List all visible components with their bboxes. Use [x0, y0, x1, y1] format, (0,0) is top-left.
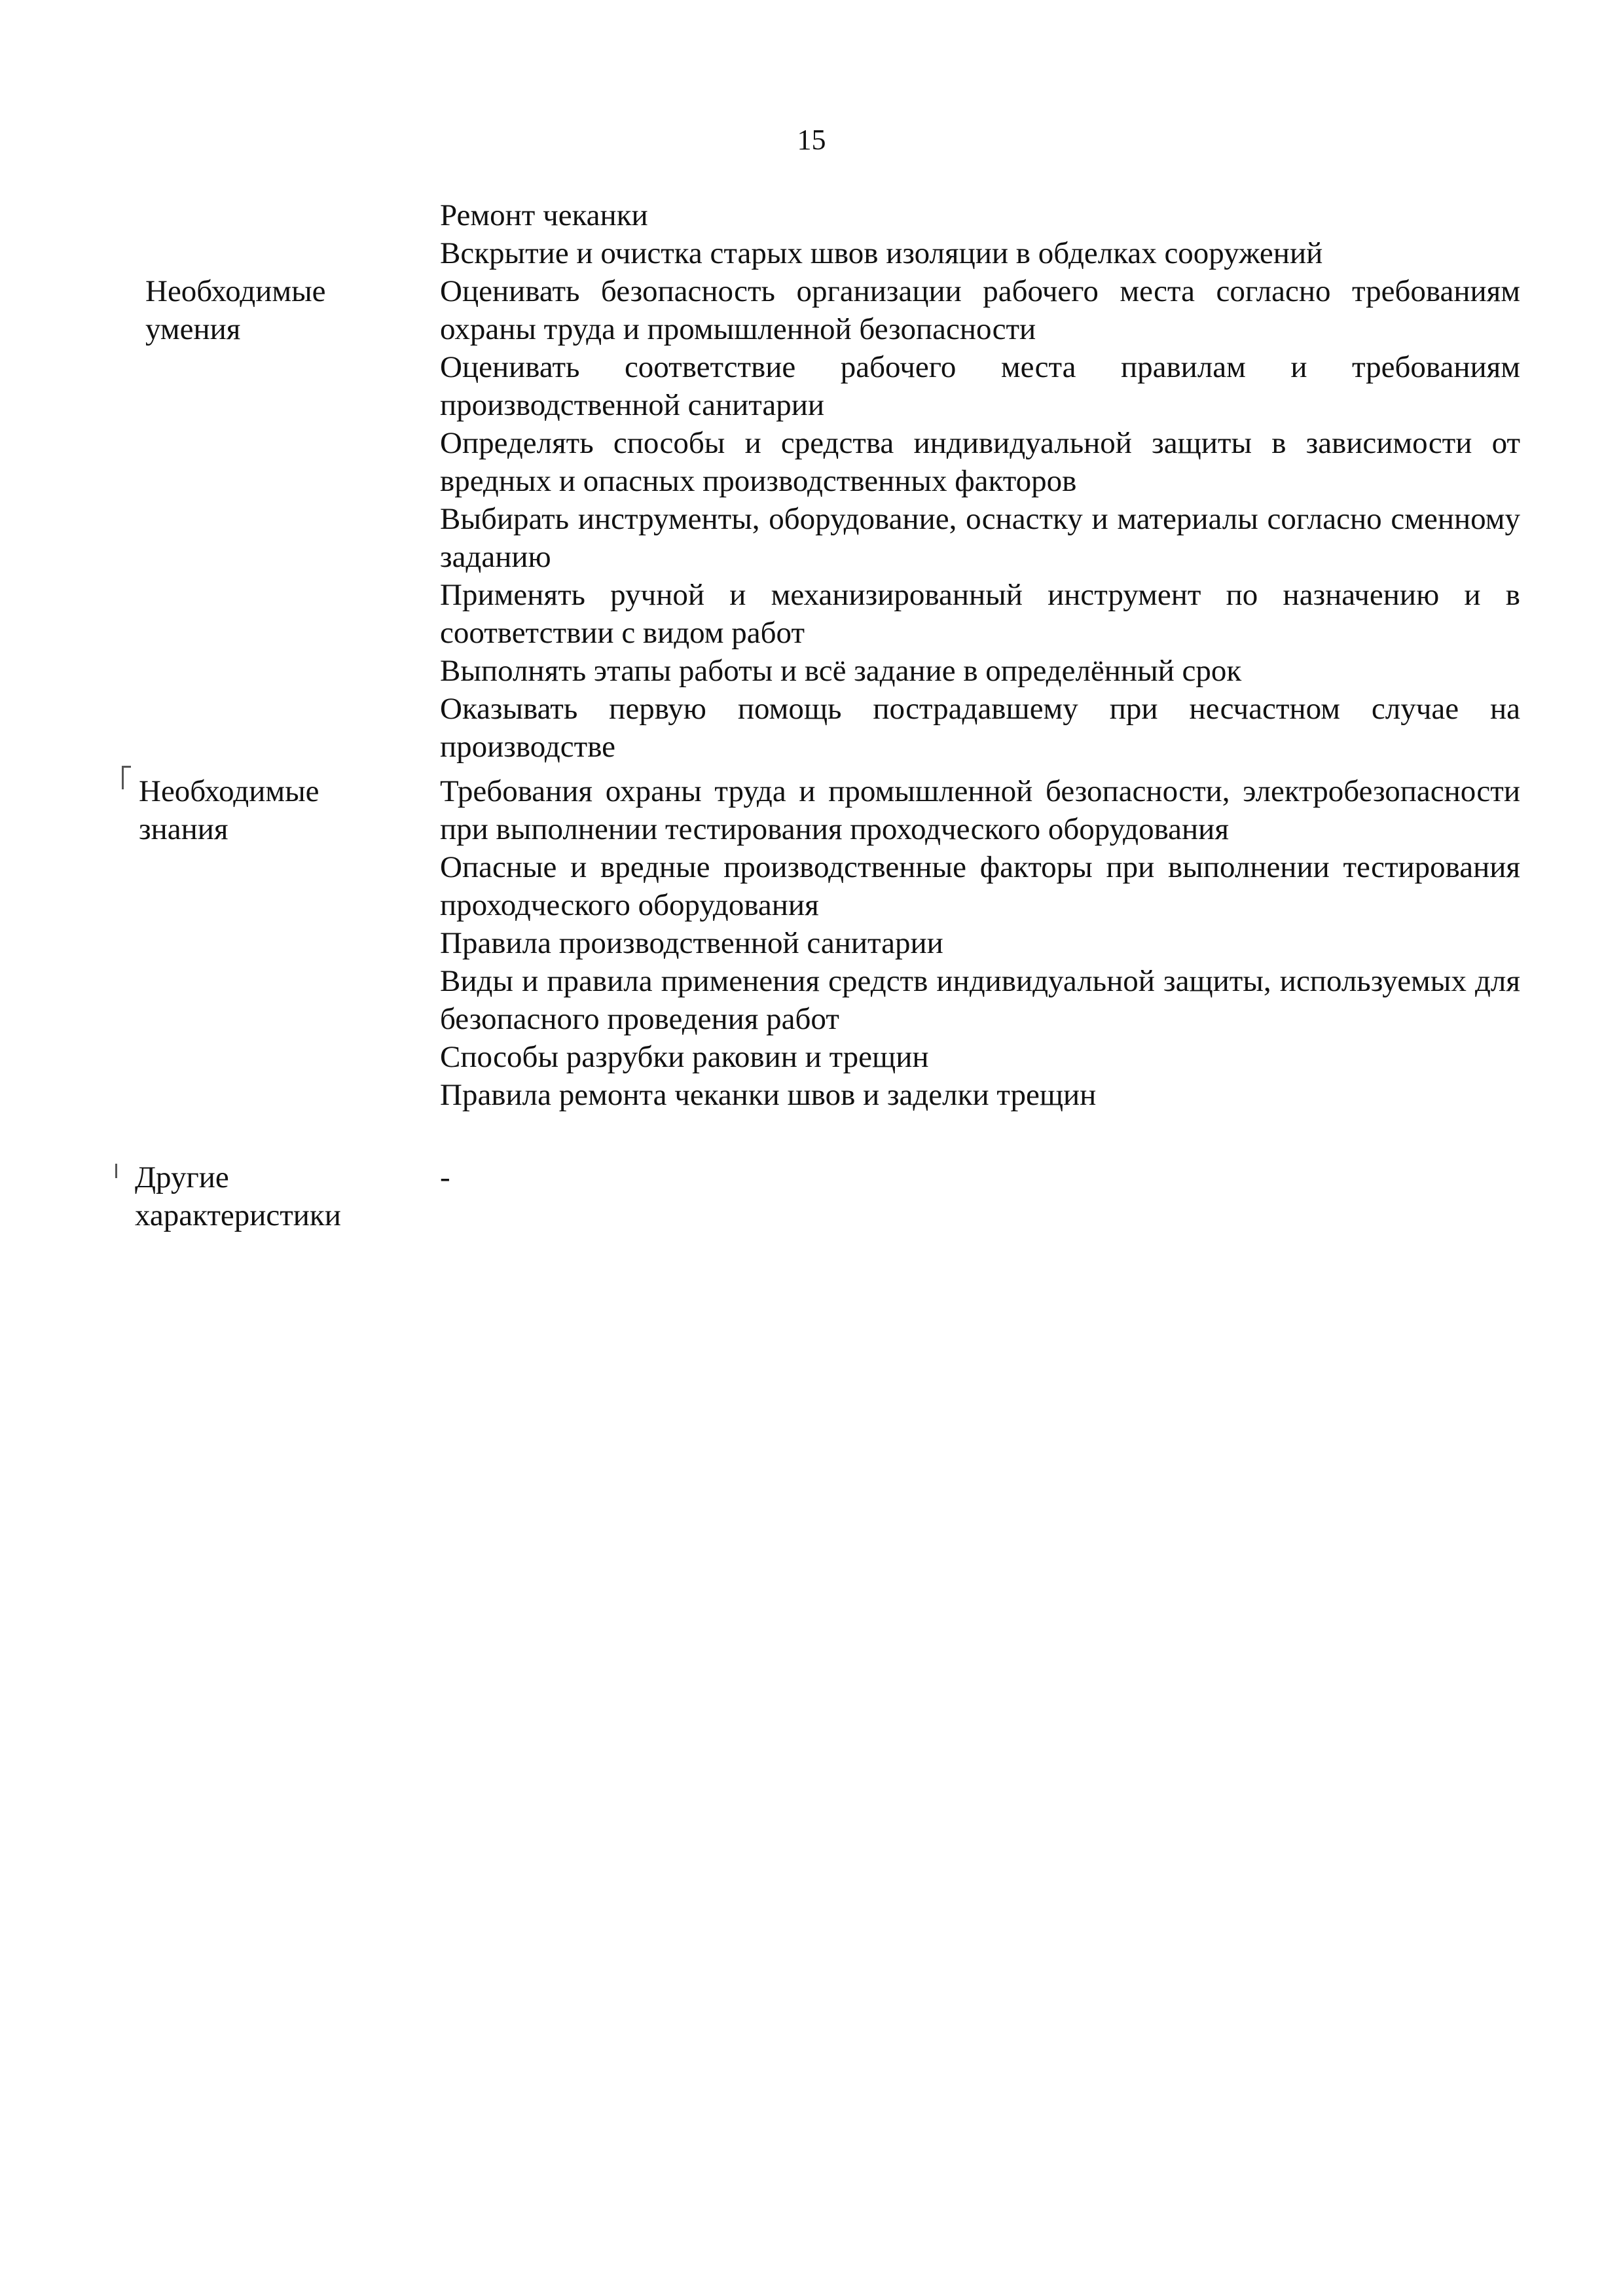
list-item: Оказывать первую помощь пострадавшему при несчастном случае на производстве — [440, 692, 1520, 764]
list-item: Оценивать соответствие рабочего места правилам и требованиям производственной санитарии — [440, 350, 1520, 422]
knowledge-label-line1: Необходимые — [139, 774, 319, 808]
continued-items-list — [440, 196, 1520, 272]
list-item: Способы разрубки раковин и трещин — [440, 1040, 929, 1074]
other-value: - — [440, 1160, 450, 1194]
scan-artifact — [122, 766, 131, 768]
list-item: Виды и правила применения средств индивидуальной защиты, используемых для безопасного проведения работ — [440, 964, 1520, 1036]
skills-label-line2: умения — [145, 312, 241, 346]
list-item: Выполнять этапы работы и всё задание в определённый срок — [440, 654, 1242, 688]
list-item: Правила производственной санитарии — [440, 926, 943, 960]
skills-list — [440, 272, 1520, 766]
knowledge-label — [139, 772, 319, 848]
list-item: Выбирать инструменты, оборудование, оснастку и материалы согласно сменному заданию — [440, 502, 1520, 574]
knowledge-label-line2: знания — [139, 812, 228, 846]
page-number: 15 — [797, 124, 826, 156]
skills-label-line1: Необходимые — [145, 274, 326, 308]
list-item: Вскрытие и очистка старых швов изоляции в обделках сооружений — [440, 236, 1323, 270]
knowledge-list — [440, 772, 1520, 1114]
list-item: Применять ручной и механизированный инструмент по назначению и в соответствии с видом работ — [440, 578, 1520, 650]
skills-label — [145, 272, 326, 348]
list-item: Опасные и вредные производственные факторы при выполнении тестирования проходческого оборудования — [440, 850, 1520, 922]
other-label — [135, 1158, 341, 1234]
list-item: Ремонт чеканки — [440, 198, 648, 232]
list-item: Требования охраны труда и промышленной безопасности, электробезопасности при выполнении тестирования проходческого оборудования — [440, 774, 1520, 846]
other-label-line1: Другие — [135, 1160, 229, 1194]
list-item: Определять способы и средства индивидуальной защиты в зависимости от вредных и опасных производственных факторов — [440, 426, 1520, 498]
list-item: Правила ремонта чеканки швов и заделки трещин — [440, 1078, 1097, 1112]
scan-artifact — [122, 766, 124, 789]
other-label-line2: характеристики — [135, 1198, 341, 1232]
scan-artifact — [115, 1164, 117, 1178]
list-item: Оценивать безопасность организации рабочего места согласно требованиям охраны труда и промышленной безопасности — [440, 274, 1520, 346]
